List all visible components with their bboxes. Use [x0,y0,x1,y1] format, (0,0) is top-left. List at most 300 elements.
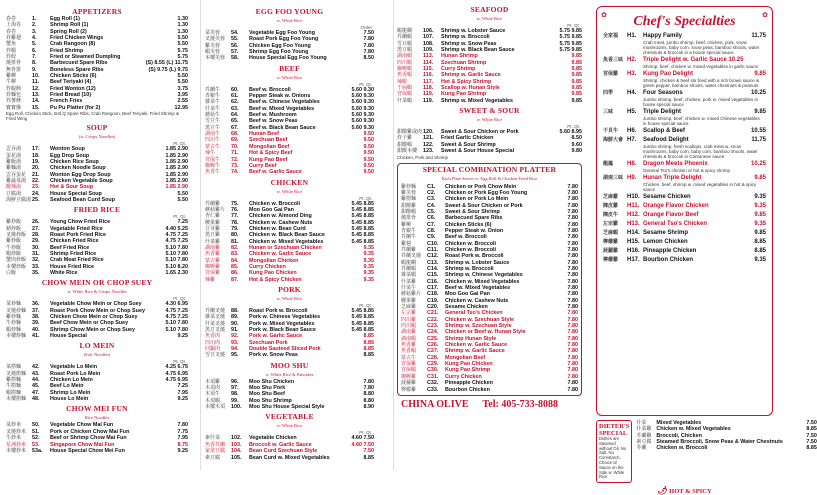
menu-item-name: Kung Pao Beef [249,156,288,163]
menu-item-price: 4.75 7.25 [165,307,188,314]
menu-item-number: 54. [231,30,239,36]
menu-item-chinese-name: 芥蘭牛 [205,86,221,93]
menu-item-chinese-name: 四川蝦 [397,59,413,66]
menu-item-chinese-name: 左宗雞 [401,310,417,317]
menu-item-price: 4.30 6.95 [165,301,188,308]
column-headers: Pt. Qt. [173,141,186,147]
specialty-item-number: H6. [627,128,637,134]
menu-item-name: Bean Curd w. Mixed Vegetables [249,454,330,461]
menu-item-price: 7.80 [567,259,578,266]
specialty-item-chinese-name: 干貝牛 [603,128,619,134]
menu-item-chinese-name: 蛋花湯 [6,152,22,159]
menu-item-chinese-name: 春卷 [6,16,17,22]
menu-item-name: Shrimp w. Lobster Sauce [445,259,510,266]
menu-item-name: Chicken Vegetable Soup [50,177,113,184]
menu-item-name: Pork or Chicken Chow Mai Fun [50,428,130,435]
menu-item-chinese-name: 牛柳 [6,79,17,86]
menu-item-number: 28. [32,231,40,238]
section-subtitle: Each Plate Serves w. Egg Roll & Chicken Fried Rice [441,175,538,181]
menu-item-name: Shrimp w. Garlic Sauce [445,348,505,355]
menu-item-name: Broccoli w. Garlic Sauce [249,441,312,448]
menu-item-price: 5.10 7.80 [165,320,188,327]
menu-item-chinese-name: 木須牛 [205,391,221,398]
menu-item-chinese-name: 黑豆牛 [205,124,221,131]
menu-item-chinese-name: 四川蝦 [401,323,417,330]
column-headers: Pt. Qt. [173,296,186,302]
menu-item-chinese-name: 什菜蝦 [397,97,413,104]
menu-item-chinese-name: 豆腐湯 [6,190,22,197]
menu-item-number: 86. [231,270,239,277]
specialty-item-header [603,239,766,246]
menu-item-chinese-name: 雲吞蛋花 [6,171,27,178]
menu-item-price: 7.80 [567,386,578,393]
menu-item-number: 65. [231,118,239,125]
menu-item-number: C31. [427,373,439,380]
menu-item-number: C22. [427,316,439,323]
menu-item-name: House Special Chow Mei Fun [50,447,125,454]
menu-item-name: Wonton Egg Drop Soup [50,171,111,178]
menu-item-chinese-name: 魚香肉 [205,333,221,340]
menu-item-chinese-name: 辣雞 [205,276,216,283]
specialty-item [603,109,766,126]
menu-item-name: Beef w. Mushroom [249,112,297,119]
specialty-item-name: Sesame Shrimp [643,230,689,236]
section-title-text: FRIED RICE [73,205,121,215]
menu-item-name: Mongolian Beef [445,354,486,361]
menu-item-number: 108. [423,40,434,47]
menu-item-chinese-name: 菜炒麵 [6,301,22,308]
menu-item-chinese-name: 蝦龍糊 [401,259,417,266]
menu-item-number: 100. [231,404,242,411]
menu-item-price: 12.95 [174,104,188,111]
menu-item-price: 1.85 2.90 [165,171,188,178]
section-title [205,362,374,379]
menu-item-price: 5.10 7.80 [165,244,188,251]
menu-item-price: 8.90 [363,404,374,411]
menu-item-name: Pork w. Black Bean Sauce [249,327,316,334]
specialty-item [603,137,766,159]
menu-item-name: House Fried Rice [50,263,95,270]
menu-item-name: Chicken w. Broccoli [445,240,497,247]
flower-ornament-icon: ✿ [601,12,607,19]
menu-item-name: Shrimp w. Snow Peas [441,40,497,47]
specialty-item-name: Triple Delight w. Garlic Sauce 10.25 [643,57,744,63]
menu-item-price: 4.40 5.25 [165,225,188,232]
menu-item-name: Beef w. Black Bean Sauce [249,124,316,131]
menu-item-name: Chicken or Beef w. Hunan Style [445,329,526,336]
restaurant-name: CHINA OLIVE [401,398,469,410]
menu-item-number: 121. [423,135,434,142]
menu-item-price: 7.80 [363,42,374,49]
specialty-item-chinese-name: 芝麻蝦 [603,230,619,236]
menu-item-number: 20. [32,165,40,172]
menu-item-chinese-name: 雞芙蓉 [205,42,221,49]
menu-item-price: 9.50 [363,169,374,176]
dieters-item-chinese-name: 芥蘭 [636,445,647,452]
menu-item-number: 105. [231,454,242,461]
column-headers: Pt. Qt. [173,359,186,365]
menu-item-number: C3. [427,196,436,203]
menu-column-4 [590,0,817,495]
menu-item-price: 8.50 [363,55,374,62]
menu-item-chinese-name: 宮保雞 [401,361,417,368]
menu-item-number: 25. [32,196,40,203]
specialty-item-chinese-name: 全家福 [603,33,619,39]
menu-item-number: 17. [32,146,40,153]
menu-item-chinese-name: 白飯 [6,270,17,276]
menu-item-number: C23. [427,323,439,330]
menu-item-name: Chicken w. Black Bean Sauce [249,232,325,239]
menu-item-price: 7.80 [567,367,578,374]
menu-item-price: 7.80 [567,297,578,304]
menu-item-price: 7.80 [177,422,188,429]
menu-item-chinese-name: 本樓木須 [205,404,226,411]
menu-item-name: Chicken Sticks (6) [445,221,492,228]
menu-item-price: 9.25 [177,333,188,340]
specialty-item-chinese-name: 陳皮牛 [603,212,619,218]
menu-section [6,279,188,339]
menu-item-number: 47. [32,389,40,396]
menu-item-name: Chicken w. Broccoli [445,246,497,253]
menu-item-chinese-name: 宮保蝦 [397,91,413,98]
menu-item-number: 14. [32,98,40,105]
menu-item-price: 5.60 9.30 [351,93,374,100]
specialty-item-name: Scallop & Beef [643,128,686,134]
specialty-item-chinese-name: 海鮮大會 [603,137,624,143]
specialty-item-price: 9.85 [754,71,766,77]
menu-item-price: 5.45 8.85 [351,314,374,321]
menu-item-price: 5.60 9.30 [351,124,374,131]
menu-item-price: 9.50 [363,143,374,150]
menu-item-price: 5.60 9.30 [351,105,374,112]
menu-item-number: 122. [423,141,434,148]
menu-item-chinese-name: 雜菜叉燒 [205,314,226,321]
menu-item-name: Chicken w. Almond Ding [249,213,312,220]
menu-item-price: 5.50 [177,196,188,203]
menu-item-chinese-name: 魚香雞 [401,342,417,349]
section-title-text: VEGETABLE [265,412,314,422]
menu-item-name: Fried Garlic Chicken [441,135,494,142]
menu-item-number: 115. [423,66,434,73]
menu-item-chinese-name: 杏仁雞 [205,213,221,220]
menu-item-price: 9.85 [571,59,582,66]
menu-item-chinese-name: 蒙古雞 [205,257,221,264]
section-subtitle: Rice Noodles [84,415,110,421]
menu-item-chinese-name: 黑豆雞 [205,232,221,239]
menu-item-chinese-name: 豬炒飯 [6,225,22,232]
menu-item-chinese-name: 雞飯湯 [6,158,22,165]
menu-section [205,8,374,62]
menu-item-chinese-name: 家常豆腐 [205,448,226,455]
menu-item-name: Roast Pork Egg Foo Young [249,36,319,43]
column-headers: Pt. Qt. [567,23,580,28]
menu-item-price: 9.25 [177,396,188,403]
menu-item-name: Chicken or Pork Chow Mein [445,183,517,190]
menu-item-price: 2.55 [177,98,188,105]
menu-item-chinese-name: 雜菜蝦 [401,272,417,279]
section-title-text: EGG FOO YOUNG [255,7,324,16]
menu-item-number: 61. [231,93,239,100]
menu-item-name: Sweet & Sour Chicken or Pork [445,202,523,209]
menu-item-name: Shrimp w. Mixed Vegetables [441,97,513,104]
menu-item [205,277,374,283]
menu-item-chinese-name: 本樓芙蓉 [205,55,226,62]
menu-item-name: Fried Bread (10) [50,92,92,99]
menu-item-price: 9.85 [571,78,582,85]
menu-item-name: Roast Pork w. Broccoli [249,308,308,314]
menu-item-name: Chicken or Pork Egg Foo Young [445,189,528,196]
menu-item-number: 10. [32,73,40,80]
section-subtitle: w. White Rice [276,74,303,80]
section-title [6,342,188,359]
menu-item-number: 60. [231,86,239,93]
specialty-item-number: H8. [627,161,637,167]
menu-item-price: 7.80 [567,189,578,196]
menu-item-price: 9.85 [571,66,582,73]
menu-item-name: Fried Wonton (12) [50,85,96,92]
menu-item-number: 44. [32,377,40,384]
menu-item-number: 8. [32,60,37,67]
menu-item-price: 9.80 [571,148,582,155]
menu-item-number: 37. [32,307,40,314]
menu-item-price: 7.80 [567,215,578,222]
specialty-item-price: 8.85 [754,248,766,254]
menu-item-number: 117. [423,78,434,85]
menu-item-name: Double Sauteed Sliced Pork [249,346,321,353]
menu-item-number: 53. [32,441,40,448]
specialty-item-price: 9.85 [754,230,766,236]
menu-item-number: 76. [231,206,239,213]
specialty-item-header [603,33,766,40]
menu-item-chinese-name: 炸蝦 [6,47,17,54]
menu-item-name: Chicken or Pork Lo Mein [445,196,509,203]
specialty-item-description: Chicken, beef, shrimp w. mixed vegetables in hot & spicy sauce [643,182,757,192]
menu-item-name: Vegetable Egg Foo Young [249,30,315,36]
menu-item-number: 58. [231,55,239,62]
menu-item-chinese-name: 蘑菇牛 [205,112,221,119]
menu-item-chinese-name: 四川肉 [205,339,221,346]
menu-item-number: C18. [427,291,439,298]
menu-item-name: Moo Goo Gai Pan [249,206,294,213]
menu-item-price: 5.45 8.85 [351,213,374,220]
menu-section [6,206,188,276]
menu-item-price: 5.75 9.85 [559,40,582,47]
menu-item-price: 7.95 [177,389,188,396]
menu-item-price: 5.60 9.30 [351,86,374,93]
menu-item-name: Shrimp w. Black Bean Sauce [441,47,515,54]
menu-column-2 [200,0,378,470]
menu-item-number: 22. [32,177,40,184]
specialty-item-header [603,57,766,64]
restaurant-phone: Tel: 405-733-8088 [482,398,558,410]
section-title [205,65,374,82]
specialty-item-name: Bourbon Chicken [643,257,694,263]
menu-item-name: Beef w. Broccoli [249,86,291,93]
menu-item-price: 7.50 [363,30,374,36]
menu-item-chinese-name: 雞炒飯 [6,219,22,226]
menu-item-name: Chicken Chow Mein or Chop Suey [50,314,138,321]
menu-item-name: Chicken w. Garlic Sauce [445,342,508,349]
menu-item-price: 4.75 6.95 [165,377,188,384]
menu-item-number: 64. [231,112,239,119]
menu-item-name: Wonton Soup [50,146,85,153]
menu-item-name: Shrimp Lo Mein [50,389,91,396]
menu-item-price: 7.80 [567,291,578,298]
specialty-item-header [603,128,766,135]
menu-item-chinese-name: 什菜雞 [205,238,221,245]
menu-item-number: C13. [427,259,439,266]
menu-item-number: C30. [427,367,439,374]
menu-item-price: 9.85 [571,97,582,104]
menu-item-number: 74. [231,169,239,176]
menu-item-number: 11. [32,79,40,86]
menu-item-name: Vegetable Lo Mein [50,364,98,371]
menu-item-price: 5.50 [177,73,188,80]
menu-item-number: 5. [32,41,37,48]
specialty-item-description: Shrimp, chicken & beef stir fried with a rich brown sauce & green pepper, bamboo shoots, water chestnuts & peanuts [643,78,760,88]
menu-item-number: 120. [423,129,434,136]
specialty-item [603,175,766,192]
menu-item [205,352,374,358]
menu-item-number: 3. [32,28,37,35]
menu-item-chinese-name: 牛炒麵 [6,320,22,327]
menu-item-chinese-name: 四川雞 [401,316,417,323]
menu-item-name: House Special Soup [50,190,102,197]
menu-item-number: 39. [32,320,40,327]
menu-item-price: 5.75 [177,54,188,61]
menu-item-number: 31. [32,250,40,257]
menu-item-price: 4.25 6.75 [165,364,188,371]
menu-item-chinese-name: 蟹角 [6,41,17,48]
menu-item-chinese-name: 宮保蝦 [401,367,417,374]
menu-item-number: 123. [423,148,434,155]
menu-item-price: 7.80 [363,36,374,43]
menu-item-price: 7.80 [567,380,578,387]
specialty-item-name: Hunan Triple Delight [643,175,702,181]
menu-item-name: Moo Shu Chicken [249,378,295,385]
menu-item-number: 29. [32,238,40,245]
dieters-special [596,420,817,483]
specialty-item-chinese-name: 檸檬雞 [603,257,619,263]
specialty-item-number: H9. [627,175,637,181]
menu-item-price: 5.75 9.85 [559,34,582,41]
menu-item-price: 8.85 [363,454,374,461]
section-title-text: BEEF [279,63,300,73]
menu-item-name: Pu Pu Platter (for 2) [50,104,101,111]
menu-item-name: Spring Roll (2) [50,28,87,35]
section-title [6,206,188,214]
menu-item-chinese-name: 甜酸雞或肉 [397,129,423,136]
menu-item-chinese-name: 甜酸雞 [401,202,417,209]
specialty-item-name: Four Seasons [643,90,683,96]
menu-item-chinese-name: 炸雞翅 [6,35,22,42]
specialty-item-chinese-name: 湖南三味 [603,175,624,181]
menu-item-name: Chicken Lo Mein [50,377,93,384]
menu-item-name: Sweet & Sour Shrimp [445,208,500,215]
menu-item-name: Curry Shrimp [441,66,476,73]
menu-item-number: 104. [231,448,242,455]
menu-item-chinese-name: 湖南雞 [401,329,417,336]
menu-section [397,107,582,159]
menu-item-chinese-name: 雞炒飯 [6,238,22,245]
menu-item-chinese-name: 炸薯條 [6,98,22,105]
menu-item-price: 7.80 [567,310,578,317]
menu-item-price: 4.60 7.50 [351,435,374,442]
menu-item-name: Mongolian Beef [249,143,290,150]
specialty-item-name: Seafood Delight [643,137,689,143]
menu-item-price: 9.50 [363,150,374,157]
specialty-item-price: 10.25 [750,90,766,96]
section-subtitle: (Soft Noodles) [83,352,111,358]
specialty-item-price: 9.35 [754,257,766,263]
menu-item-name: Chicken w. Szechuan Style [445,316,515,323]
menu-item-chinese-name: 魚香蝦 [397,72,413,79]
menu-item-chinese-name: 芥蘭雞 [401,246,417,253]
menu-item-number: 89. [231,314,239,321]
menu-item-number: C6. [427,215,436,222]
menu-item-price: 9.85 [571,53,582,60]
menu-item-name: Hot & Spicy Beef [249,150,293,157]
menu-item-chinese-name: 蝦炒飯 [6,250,22,257]
menu-item-number: C14. [427,265,439,272]
menu-item-price: 3.95 [177,92,188,99]
specialty-item-chinese-name: 三味 [603,109,614,115]
menu-item-number: 2. [32,22,37,29]
menu-item-name: Shrimp w. Lobster Sauce [441,28,506,34]
section-subtitle: w. White Rice [476,16,503,21]
menu-item-chinese-name: 春卷 [6,28,17,35]
menu-item-chinese-name: 本樓炒米 [6,447,27,454]
menu-item-name: Szechuan Pork [249,339,288,346]
menu-item [205,55,374,61]
menu-item-chinese-name: 牛炒米 [6,435,22,442]
menu-section [397,163,582,396]
specialty-item-number: H3. [627,71,637,77]
specialty-item [603,230,766,237]
menu-item-name: Roast Pork w. Broccoli [445,253,504,260]
menu-item-chinese-name: 腰果雞 [205,219,221,226]
section-title [6,279,188,296]
menu-item-price: 4.75 7.25 [165,314,188,321]
menu-item-number: 56. [231,42,239,49]
menu-item [6,270,188,276]
menu-item-number: 80. [231,232,239,239]
menu-item-price: 7.80 [567,354,578,361]
menu-item-price: 8.50 [571,135,582,142]
menu-item-price: 9.35 [363,251,374,258]
menu-item-name: Kung Pao Chicken [445,361,493,368]
menu-item-chinese-name: 湖南雞 [205,244,221,251]
menu-item-number: 113. [423,53,434,60]
menu-item-name: Crab Rangoon (8) [50,41,96,48]
menu-item-price: 7.25 [177,383,188,390]
menu-item-number: 72. [231,156,239,163]
hot-spicy-label: HOT & SPICY [669,488,712,495]
menu-item-name: Shrimp w. Broccoli [441,34,490,41]
menu-item-number: 4. [32,35,37,42]
menu-item-price: 8.85 [363,346,374,353]
specialty-item-name: Kung Pao Delight [643,71,693,77]
menu-item-price: 1.30 [177,28,188,35]
menu-item-name: Moo Shu Pork [249,385,286,392]
menu-item-name: Moo Shu House Special Style [249,404,325,411]
dieters-item-price: 7.50 [806,420,817,426]
menu-item-price: 7.80 [567,272,578,279]
menu-item-price: 9.35 [363,244,374,251]
section-title-text: SWEET & SOUR [459,106,520,116]
menu-item-chinese-name: 回鍋肉 [205,346,221,353]
menu-item-name: Pork w. Chinese Vegetables [249,314,321,321]
